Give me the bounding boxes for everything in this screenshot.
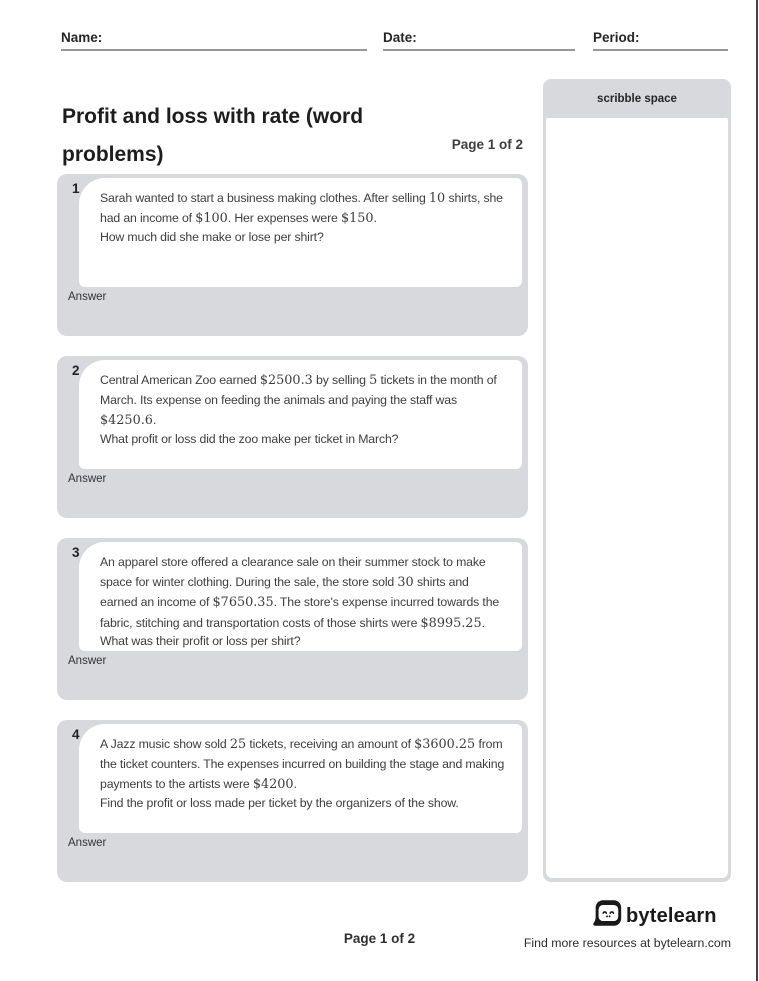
- question-card: [57, 356, 528, 518]
- statement-text: shirts, she had an income of: [100, 191, 503, 226]
- question-text-panel: [79, 360, 522, 469]
- answer-label: Answer: [68, 291, 107, 303]
- date-label: Date:: [383, 30, 417, 45]
- statement-text: Central American Zoo earned: [100, 373, 260, 387]
- math-value: 25: [229, 737, 247, 752]
- math-value: $3600.25: [414, 737, 476, 752]
- question-number: 3: [72, 545, 80, 560]
- math-value: $8995.25: [420, 615, 482, 631]
- question-text-panel: [79, 542, 522, 651]
- math-value: $4250.6: [100, 413, 153, 429]
- bytelearn-wordmark: bytelearn: [626, 905, 717, 927]
- date-field[interactable]: [383, 29, 575, 51]
- question-statement: [100, 371, 508, 432]
- bytelearn-logo-icon: [592, 898, 623, 933]
- question-text-panel: [79, 724, 522, 833]
- statement-text: from the ticket counters. The expenses incurred on building the stage and making payments to the artists were: [100, 737, 505, 792]
- question-number: 4: [72, 727, 80, 742]
- answer-area[interactable]: [57, 469, 528, 518]
- statement-text: .: [152, 413, 157, 428]
- scribble-space-area[interactable]: [546, 118, 728, 878]
- page-edge-line: [756, 0, 758, 981]
- math-value: $150: [341, 211, 374, 227]
- question-prompt: How much did she make or lose per shirt?: [100, 229, 324, 244]
- answer-label: Answer: [68, 837, 107, 849]
- footer-tagline: Find more resources at bytelearn.com: [523, 936, 731, 950]
- question-prompt: Find the profit or loss made per ticket by the organizers of the show.: [100, 795, 459, 810]
- bytelearn-brand: [592, 898, 717, 933]
- statement-text: A Jazz music show sold: [100, 737, 230, 751]
- statement-text: .: [293, 777, 297, 792]
- scribble-space-title: scribble space: [597, 92, 677, 105]
- page-indicator-top: Page 1 of 2: [451, 137, 523, 152]
- math-value: $7650.35: [212, 595, 274, 611]
- statement-text: . Her expenses were: [227, 211, 341, 226]
- statement-text: by selling: [312, 373, 370, 387]
- answer-label: Answer: [68, 655, 107, 667]
- statement-text: .: [373, 211, 377, 226]
- page-title: Profit and loss with rate (word problems): [62, 105, 364, 166]
- question-card: [57, 538, 528, 700]
- question-statement: [100, 189, 508, 230]
- name-label: Name:: [61, 30, 103, 45]
- statement-text: tickets, receiving an amount of: [246, 737, 415, 751]
- answer-area[interactable]: [57, 651, 528, 700]
- math-value: 30: [397, 574, 414, 590]
- period-field[interactable]: [593, 29, 728, 51]
- page-indicator-bottom: Page 1 of 2: [343, 931, 416, 946]
- questions: [57, 174, 528, 902]
- math-value: $100: [195, 211, 228, 227]
- question-number: 2: [72, 363, 80, 378]
- math-value: $4200: [252, 777, 294, 793]
- statement-text: . The store's expense incurred towards the fabric, stitching and transportation costs of those shirts were: [100, 595, 500, 630]
- statement-text: Sarah wanted to start a business making clothes. After selling: [100, 191, 429, 205]
- name-field[interactable]: [61, 29, 367, 51]
- math-value: 5: [369, 373, 378, 388]
- question-statement: [100, 735, 508, 796]
- answer-area[interactable]: [57, 287, 528, 336]
- statement-text: tickets in the month of March. Its expense on feeding the animals and paying the staff was: [100, 373, 497, 408]
- scribble-space-panel: [543, 79, 731, 882]
- question-statement: [100, 553, 508, 634]
- question-card: [57, 174, 528, 336]
- statement-text: An apparel store offered a clearance sale on their summer stock to make space for winter clothing. During the sale, the store sold: [100, 555, 486, 589]
- question-card: [57, 720, 528, 882]
- statement-text: .: [481, 615, 485, 630]
- question-number: 1: [72, 181, 80, 196]
- answer-area[interactable]: [57, 833, 528, 882]
- question-prompt: What was their profit or loss per shirt?: [100, 634, 301, 649]
- question-prompt: What profit or loss did the zoo make per ticket in March?: [100, 431, 399, 446]
- question-text-panel: [79, 178, 522, 287]
- math-value: $2500.3: [259, 373, 313, 388]
- statement-text: shirts and earned an income of: [100, 574, 469, 610]
- math-value: 10: [428, 191, 446, 206]
- period-label: Period:: [593, 30, 640, 45]
- answer-label: Answer: [68, 473, 107, 485]
